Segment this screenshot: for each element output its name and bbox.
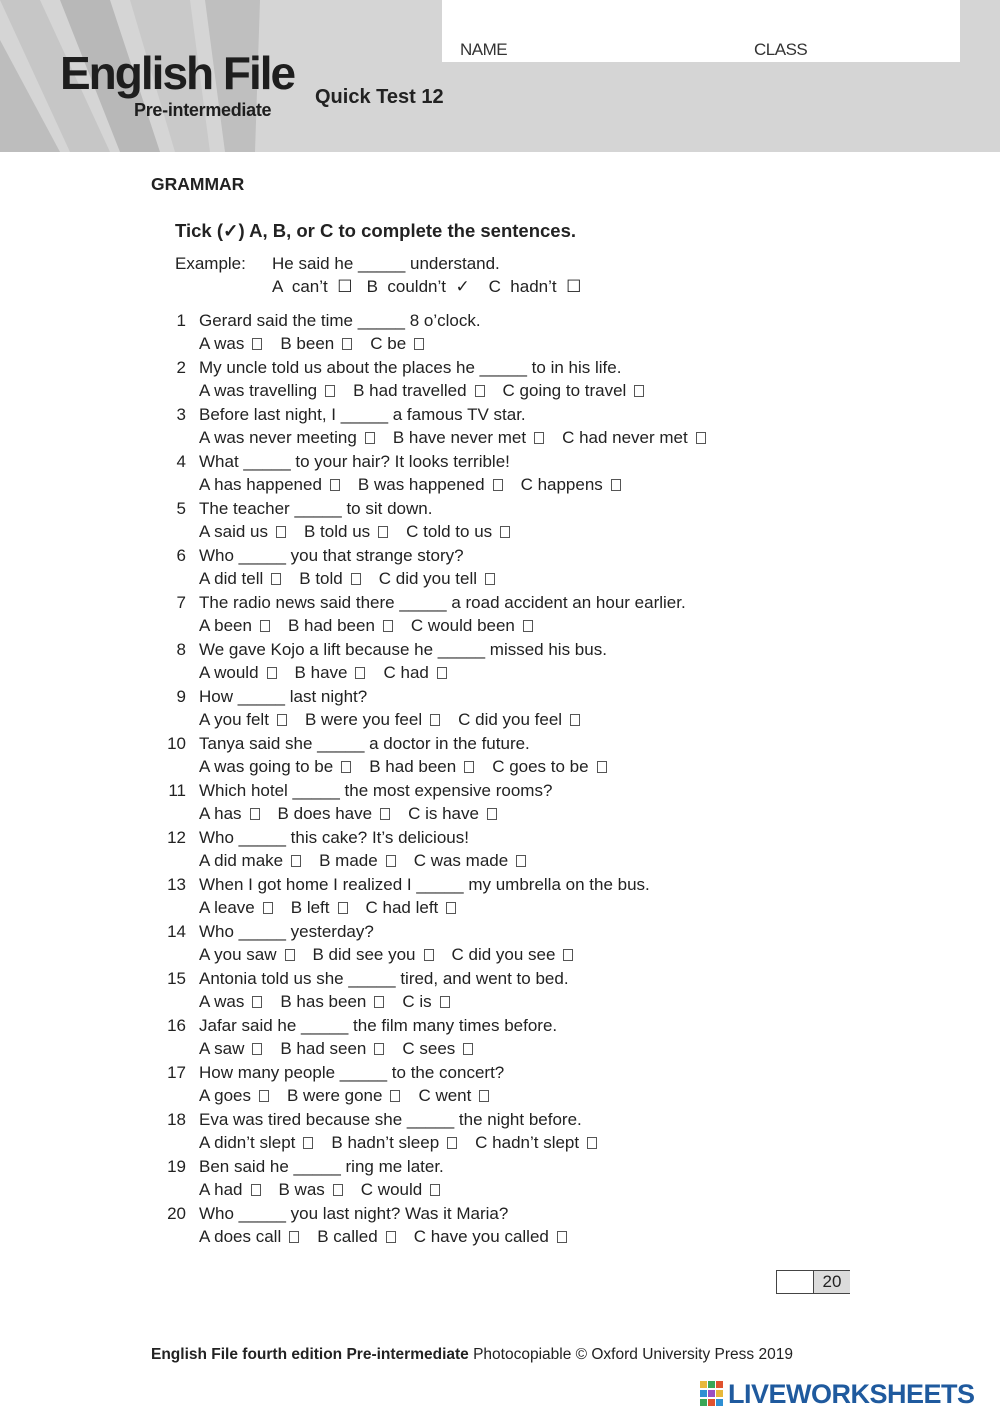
answer-option-label: C would been (410, 616, 515, 635)
question-item (0, 497, 1000, 544)
answer-option-label: A didn’t slept (199, 1133, 296, 1152)
question-text: Tanya said she _____ a doctor in the future. (199, 734, 530, 753)
tick-box[interactable] (355, 667, 365, 679)
tick-box[interactable] (493, 479, 503, 491)
tick-box[interactable] (479, 1090, 489, 1102)
answer-option-label: C would (360, 1180, 423, 1199)
question-item (0, 544, 1000, 591)
question-text: Ben said he _____ ring me later. (199, 1157, 444, 1176)
question-number: 4 (176, 452, 186, 471)
answer-option-label: C sees (402, 1039, 456, 1058)
answer-option[interactable] (361, 1178, 440, 1202)
answer-option[interactable] (199, 1178, 261, 1202)
answer-option[interactable] (411, 614, 533, 638)
tick-box[interactable] (330, 479, 340, 491)
question-text: How many people _____ to the concert? (199, 1063, 505, 1082)
tick-box[interactable] (252, 996, 262, 1008)
tick-box[interactable] (463, 1043, 473, 1055)
tick-box[interactable] (487, 808, 497, 820)
question-number: 10 (167, 734, 186, 753)
answer-option[interactable] (562, 426, 706, 450)
question-number: 6 (176, 546, 186, 565)
section-title: GRAMMAR (151, 174, 245, 194)
question-number: 12 (167, 828, 186, 847)
answer-option-label: B told (299, 569, 343, 588)
answer-option-label: B called (317, 1227, 378, 1246)
tick-box[interactable] (289, 1231, 299, 1243)
question-number: 9 (176, 687, 186, 706)
tick-box[interactable] (557, 1231, 567, 1243)
tick-box[interactable] (285, 949, 295, 961)
question-number: 8 (176, 640, 186, 659)
answer-option-label: A was (199, 334, 245, 353)
answer-option[interactable] (383, 661, 446, 685)
question-item (0, 920, 1000, 967)
tick-box[interactable] (475, 385, 485, 397)
answer-options (199, 1084, 507, 1108)
question-item (0, 1014, 1000, 1061)
name-label: NAME (460, 40, 508, 59)
answer-options (199, 849, 544, 873)
answer-option-label: A was (199, 992, 245, 1011)
question-number: 15 (167, 969, 186, 988)
tick-box[interactable] (277, 714, 287, 726)
example-options: A can’t ☐ B couldn’t ✓ C hadn’t ☐ (272, 277, 582, 296)
answer-option[interactable] (406, 520, 510, 544)
answer-option[interactable] (353, 379, 484, 403)
answer-option-label: A did tell (199, 569, 264, 588)
question-text: The radio news said there _____ a road accident an hour earlier. (199, 593, 686, 612)
example-question: He said he _____ understand. (272, 254, 500, 273)
tick-box[interactable] (696, 432, 706, 444)
score-total: 20 (813, 1271, 850, 1293)
answer-option[interactable] (475, 1131, 597, 1155)
tick-box[interactable] (634, 385, 644, 397)
question-number: 5 (176, 499, 186, 518)
question-item (0, 1155, 1000, 1202)
answer-option-label: B been (280, 334, 335, 353)
question-text: Who _____ you that strange story? (199, 546, 464, 565)
question-number: 16 (167, 1016, 186, 1035)
question-text: Antonia told us she _____ tired, and went to bed. (199, 969, 569, 988)
answer-option-label: B had been (287, 616, 375, 635)
logo-title: English File (60, 47, 295, 99)
answer-option[interactable] (199, 1131, 313, 1155)
instruction: Tick (✓) A, B, or C to complete the sentences. (175, 220, 577, 241)
tick-box[interactable] (447, 1137, 457, 1149)
question-text: Gerard said the time _____ 8 o’clock. (199, 311, 481, 330)
tick-box[interactable] (267, 667, 277, 679)
answer-option-label: C be (370, 334, 407, 353)
liveworksheets-text: LIVEWORKSHEETS (728, 1378, 975, 1409)
answer-option[interactable] (369, 755, 474, 779)
question-text: How _____ last night? (199, 687, 368, 706)
question-item (0, 403, 1000, 450)
answer-option[interactable] (317, 1225, 395, 1249)
answer-option-label: A has (199, 804, 242, 823)
tick-box[interactable] (386, 1231, 396, 1243)
question-item (0, 309, 1000, 356)
question-text: When I got home I realized I _____ my umbrella on the bus. (199, 875, 650, 894)
answer-option-label: A you saw (199, 945, 277, 964)
answer-options (199, 1225, 585, 1249)
answer-option-label: B have never met (392, 428, 527, 447)
answer-option[interactable] (313, 943, 434, 967)
tick-box[interactable] (437, 667, 447, 679)
question-item (0, 779, 1000, 826)
answer-option[interactable] (408, 802, 497, 826)
answer-option-label: C did you tell (378, 569, 478, 588)
answer-option[interactable] (358, 473, 503, 497)
tick-box[interactable] (374, 1043, 384, 1055)
question-text: Who _____ this cake? It’s delicious! (199, 828, 469, 847)
question-text: Jafar said he _____ the film many times before. (199, 1016, 558, 1035)
tick-box[interactable] (440, 996, 450, 1008)
answer-option[interactable] (331, 1131, 457, 1155)
answer-option-label: A was going to be (199, 757, 334, 776)
test-title: Quick Test 12 (315, 86, 444, 108)
question-number: 17 (167, 1063, 186, 1082)
tick-box[interactable] (464, 761, 474, 773)
tick-box[interactable] (252, 338, 262, 350)
answer-options (199, 614, 551, 638)
answer-option[interactable] (199, 990, 262, 1014)
tick-box[interactable] (386, 855, 396, 867)
question-number: 11 (168, 781, 186, 800)
answer-options (199, 896, 474, 920)
answer-option[interactable] (414, 1225, 567, 1249)
tick-box[interactable] (414, 338, 424, 350)
answer-options (199, 661, 465, 685)
answer-option-label: B have (294, 663, 348, 682)
answer-option[interactable] (199, 332, 262, 356)
answer-options (199, 567, 513, 591)
answer-option[interactable] (319, 849, 396, 873)
question-text: The teacher _____ to sit down. (199, 499, 433, 518)
tick-box[interactable] (291, 855, 301, 867)
question-number: 19 (167, 1157, 186, 1176)
answer-option-label: B was happened (357, 475, 485, 494)
question-text: Who _____ yesterday? (199, 922, 374, 941)
answer-option-label: C did you see (451, 945, 556, 964)
question-item (0, 638, 1000, 685)
question-item (0, 1061, 1000, 1108)
answer-option[interactable] (305, 708, 440, 732)
answer-options (199, 755, 625, 779)
answer-option[interactable] (199, 1084, 269, 1108)
answer-option[interactable] (199, 802, 260, 826)
tick-box[interactable] (563, 949, 573, 961)
answer-option[interactable] (418, 1084, 489, 1108)
tick-box[interactable] (430, 714, 440, 726)
tick-box[interactable] (259, 1090, 269, 1102)
answer-options (199, 379, 662, 403)
answer-option[interactable] (291, 896, 348, 920)
answer-option-label: A has happened (199, 475, 322, 494)
answer-option-label: A was travelling (199, 381, 318, 400)
liveworksheets-icon (700, 1381, 724, 1407)
question-item (0, 1108, 1000, 1155)
answer-option-label: B had seen (280, 1039, 367, 1058)
answer-option-label: A been (199, 616, 252, 635)
question-number: 13 (167, 875, 186, 894)
score-box (776, 1270, 850, 1294)
tick-box[interactable] (446, 902, 456, 914)
answer-option-label: A would (199, 663, 259, 682)
answer-option[interactable] (199, 1037, 262, 1061)
answer-option[interactable] (280, 1037, 384, 1061)
tick-box[interactable] (250, 808, 260, 820)
answer-option[interactable] (402, 1037, 473, 1061)
answer-option-label: B was (278, 1180, 325, 1199)
answer-option[interactable] (370, 332, 424, 356)
answer-option-label: B has been (280, 992, 367, 1011)
answer-option[interactable] (379, 567, 495, 591)
answer-option[interactable] (278, 802, 391, 826)
answer-options (199, 426, 724, 450)
answer-option-label: B made (319, 851, 378, 870)
answer-option[interactable] (199, 520, 286, 544)
logo-subtitle: Pre-intermediate (134, 100, 272, 120)
question-text: Before last night, I _____ a famous TV star. (199, 405, 526, 424)
tick-box[interactable] (251, 1184, 261, 1196)
example-label: Example: (175, 254, 246, 273)
answer-option[interactable] (199, 1225, 299, 1249)
header-banner (0, 0, 1000, 152)
answer-option-label: B were gone (287, 1086, 383, 1105)
answer-options (199, 990, 468, 1014)
answer-option-label: B had been (369, 757, 457, 776)
answer-option-label: A said us (199, 522, 268, 541)
tick-box[interactable] (390, 1090, 400, 1102)
answer-option-label: A you felt (199, 710, 269, 729)
tick-box[interactable] (333, 1184, 343, 1196)
name-class-box (442, 0, 960, 62)
answer-options (199, 520, 528, 544)
question-item (0, 732, 1000, 779)
question-text: Eva was tired because she _____ the night before. (199, 1110, 582, 1129)
answer-option-label: B did see you (312, 945, 416, 964)
answer-option-label: C went (418, 1086, 472, 1105)
liveworksheets-logo (700, 1378, 975, 1410)
question-text: My uncle told us about the places he _____ to in his life. (199, 358, 622, 377)
question-item (0, 1202, 1000, 1249)
answer-option-label: C had left (365, 898, 439, 917)
tick-box[interactable] (374, 996, 384, 1008)
answer-option-label: C had never met (562, 428, 688, 447)
footer-rest: Photocopiable © Oxford University Press 2019 (468, 1346, 793, 1363)
tick-box[interactable] (523, 620, 533, 632)
tick-box[interactable] (342, 338, 352, 350)
answer-option[interactable] (366, 896, 457, 920)
answer-option[interactable] (199, 426, 375, 450)
tick-box[interactable] (597, 761, 607, 773)
question-number: 14 (167, 922, 186, 941)
answer-options (199, 1037, 491, 1061)
answer-option[interactable] (503, 379, 645, 403)
question-number: 2 (176, 358, 186, 377)
answer-option-label: B does have (277, 804, 373, 823)
answer-option-label: C hadn’t slept (475, 1133, 580, 1152)
tick-box[interactable] (424, 949, 434, 961)
answer-options (199, 708, 598, 732)
answer-option[interactable] (279, 1178, 343, 1202)
question-text: We gave Kojo a lift because he _____ missed his bus. (199, 640, 607, 659)
tick-box[interactable] (534, 432, 544, 444)
tick-box[interactable] (383, 620, 393, 632)
question-item (0, 873, 1000, 920)
answer-option-label: C happens (520, 475, 603, 494)
tick-box[interactable] (611, 479, 621, 491)
answer-options (199, 473, 639, 497)
answer-option[interactable] (492, 755, 606, 779)
tick-box[interactable] (338, 902, 348, 914)
answer-option-label: C is (402, 992, 432, 1011)
question-text: Who _____ you last night? Was it Maria? (199, 1204, 509, 1223)
footer-title: English File fourth edition Pre-intermediate (151, 1346, 469, 1363)
tick-box[interactable] (380, 808, 390, 820)
answer-option-label: A goes (199, 1086, 251, 1105)
answer-options (199, 1178, 458, 1202)
answer-option[interactable] (288, 614, 393, 638)
answer-option-label: C had (383, 663, 429, 682)
answer-option[interactable] (299, 567, 360, 591)
tick-box[interactable] (303, 1137, 313, 1149)
tick-box[interactable] (351, 573, 361, 585)
answer-option-label: C goes to be (492, 757, 589, 776)
tick-box[interactable] (365, 432, 375, 444)
tick-box[interactable] (252, 1043, 262, 1055)
score-input[interactable] (777, 1271, 813, 1293)
question-item (0, 685, 1000, 732)
answer-option[interactable] (199, 755, 351, 779)
question-item (0, 591, 1000, 638)
answer-option-label: C was made (413, 851, 509, 870)
answer-option[interactable] (521, 473, 621, 497)
question-item (0, 967, 1000, 1014)
answer-option-label: B were you feel (304, 710, 423, 729)
answer-option[interactable] (199, 567, 281, 591)
footer-copyright (151, 1346, 793, 1364)
answer-option[interactable] (199, 896, 273, 920)
answer-options (199, 1131, 615, 1155)
answer-options (199, 943, 591, 967)
answer-option[interactable] (199, 849, 301, 873)
question-list (0, 309, 1000, 1249)
question-item (0, 450, 1000, 497)
tick-box[interactable] (341, 761, 351, 773)
question-text: What _____ to your hair? It looks terrible! (199, 452, 510, 471)
question-number: 7 (176, 593, 186, 612)
answer-option[interactable] (402, 990, 449, 1014)
question-number: 20 (167, 1204, 186, 1223)
question-number: 3 (176, 405, 186, 424)
tick-box[interactable] (516, 855, 526, 867)
answer-option-label: C did you feel (458, 710, 563, 729)
answer-option[interactable] (393, 426, 544, 450)
answer-option-label: C have you called (413, 1227, 549, 1246)
tick-box[interactable] (378, 526, 388, 538)
answer-option-label: A did make (199, 851, 284, 870)
answer-option[interactable] (414, 849, 526, 873)
tick-box[interactable] (500, 526, 510, 538)
answer-option[interactable] (199, 473, 340, 497)
tick-box[interactable] (260, 620, 270, 632)
answer-option[interactable] (199, 943, 295, 967)
answer-option-label: A leave (199, 898, 255, 917)
answer-option[interactable] (199, 614, 270, 638)
answer-option-label: B told us (304, 522, 371, 541)
tick-box[interactable] (485, 573, 495, 585)
question-item (0, 826, 1000, 873)
answer-option[interactable] (280, 332, 352, 356)
answer-options (199, 802, 515, 826)
answer-option[interactable] (295, 661, 366, 685)
answer-option[interactable] (304, 520, 388, 544)
answer-option-label: C going to travel (502, 381, 627, 400)
tick-box[interactable] (587, 1137, 597, 1149)
answer-options (199, 332, 442, 356)
question-item (0, 356, 1000, 403)
answer-option-label: A saw (199, 1039, 245, 1058)
answer-option[interactable] (199, 708, 287, 732)
class-label: CLASS (754, 40, 808, 59)
answer-option-label: A had (199, 1180, 243, 1199)
tick-box[interactable] (430, 1184, 440, 1196)
answer-option[interactable] (287, 1084, 400, 1108)
tick-box[interactable] (263, 902, 273, 914)
question-number: 1 (176, 311, 186, 330)
answer-option-label: C told to us (406, 522, 493, 541)
answer-option[interactable] (199, 379, 335, 403)
tick-box[interactable] (276, 526, 286, 538)
tick-box[interactable] (271, 573, 281, 585)
question-number: 18 (167, 1110, 186, 1129)
answer-option-label: A was never meeting (199, 428, 357, 447)
tick-box[interactable] (570, 714, 580, 726)
answer-option[interactable] (199, 661, 277, 685)
answer-option-label: B hadn’t sleep (331, 1133, 440, 1152)
answer-option-label: A does call (199, 1227, 282, 1246)
question-text: Which hotel _____ the most expensive rooms? (199, 781, 553, 800)
answer-option[interactable] (452, 943, 574, 967)
answer-option[interactable] (280, 990, 384, 1014)
answer-option-label: B left (290, 898, 330, 917)
tick-box[interactable] (325, 385, 335, 397)
answer-option[interactable] (458, 708, 580, 732)
answer-option-label: B had travelled (353, 381, 467, 400)
answer-option-label: C is have (408, 804, 479, 823)
